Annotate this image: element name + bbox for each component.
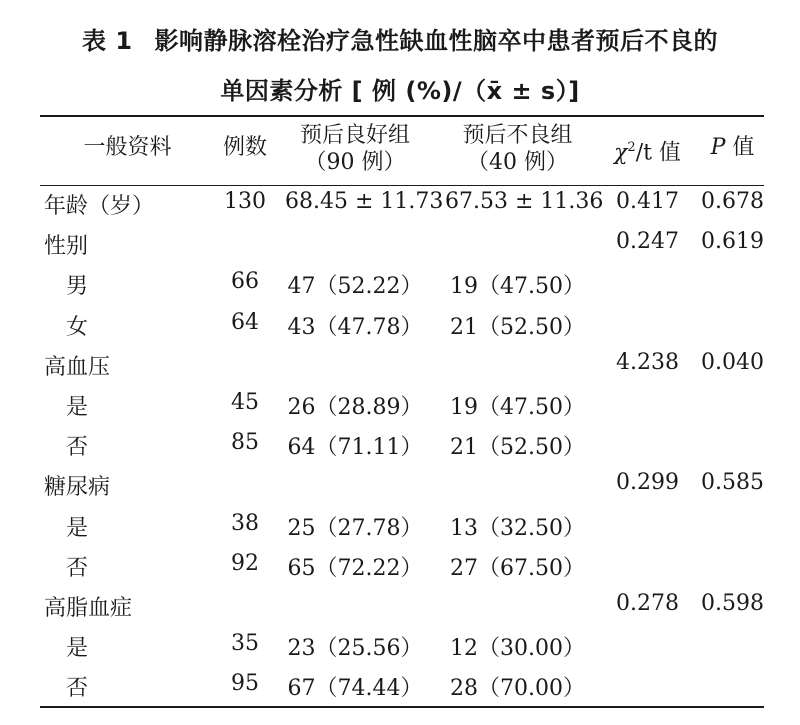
cell-poor-outcome: 21（52.50） (450, 314, 585, 340)
cell-factor: 年龄（岁） (44, 194, 155, 219)
table-row (0, 189, 800, 225)
cell-factor: 否 (66, 555, 89, 581)
cell-factor: 是 (66, 515, 89, 541)
table-row (0, 631, 800, 667)
header-factor: 一般资料 (83, 135, 172, 160)
cell-p-value: 0.678 (701, 189, 764, 214)
cell-count: 130 (224, 189, 266, 214)
table-row (0, 511, 800, 547)
header-p-value (700, 134, 765, 161)
cell-poor-outcome: 19（47.50） (450, 395, 585, 420)
cell-factor: 是 (66, 636, 89, 662)
cell-p-value: 0.619 (701, 229, 764, 255)
cell-poor-outcome: 27（67.50） (450, 555, 585, 581)
cell-good-outcome: 26（28.89） (287, 395, 423, 420)
header-poor-outcome (445, 122, 590, 176)
header-poor-outcome-title: 预后不良组 (462, 123, 573, 148)
cell-good-outcome: 43（47.78） (287, 314, 423, 340)
cell-good-outcome: 65（72.22） (287, 555, 423, 581)
header-statistic-rest: /t 值 (635, 140, 681, 166)
cell-count: 38 (231, 510, 259, 536)
table-caption-line2: 单因素分析 [ 例 (%)/（x̄ ± s）] (220, 77, 580, 105)
table-row (0, 269, 800, 305)
cell-poor-outcome: 19（47.50） (450, 274, 585, 300)
cell-count: 45 (231, 390, 259, 415)
cell-good-outcome: 47（52.22） (287, 274, 423, 300)
top-rule (40, 115, 764, 117)
cell-statistic: 4.238 (616, 349, 679, 375)
cell-factor: 女 (66, 314, 89, 340)
header-poor-outcome-n: （40 例） (467, 150, 568, 175)
table-row (0, 430, 800, 466)
header-statistic (600, 134, 695, 166)
cell-statistic: 0.247 (616, 229, 679, 255)
cell-factor: 高血压 (44, 354, 111, 380)
cell-p-value: 0.598 (701, 591, 764, 616)
cell-statistic: 0.417 (616, 189, 679, 214)
cell-count: 95 (231, 671, 259, 697)
header-p-symbol: P (710, 135, 726, 160)
header-good-outcome-n: （90 例） (304, 150, 406, 175)
table-number: 表 1 (81, 27, 133, 55)
table-row (0, 591, 800, 627)
cell-factor: 是 (66, 395, 89, 420)
cell-poor-outcome: 28（70.00） (450, 676, 585, 702)
cell-count: 64 (231, 309, 259, 335)
cell-count: 92 (231, 550, 259, 576)
table-row (0, 671, 800, 707)
table-row (0, 470, 800, 506)
header-count: 例数 (222, 135, 267, 160)
table-row (0, 310, 800, 346)
cell-poor-outcome: 12（30.00） (450, 636, 585, 662)
table-row (0, 350, 800, 386)
header-rule (40, 185, 764, 186)
cell-count: 66 (231, 269, 259, 295)
cell-factor: 否 (66, 435, 89, 461)
cell-factor: 糖尿病 (44, 475, 111, 501)
table-row (0, 551, 800, 587)
cell-count: 85 (231, 430, 259, 456)
cell-poor-outcome: 67.53 ± 11.36 (445, 189, 604, 214)
table-title: 影响静脉溶栓治疗急性缺血性脑卒中患者预后不良的 (154, 27, 719, 55)
cell-statistic: 0.299 (616, 470, 679, 496)
cell-good-outcome: 23（25.56） (287, 636, 423, 662)
cell-factor: 高脂血症 (44, 596, 133, 621)
cell-good-outcome: 64（71.11） (287, 435, 423, 461)
cell-p-value: 0.585 (701, 470, 764, 496)
header-p-rest: 值 (725, 135, 755, 160)
cell-count: 35 (231, 631, 259, 657)
table-row (0, 390, 800, 426)
cell-poor-outcome: 21（52.50） (450, 435, 585, 461)
cell-poor-outcome: 13（32.50） (450, 515, 585, 541)
cell-factor: 男 (66, 274, 89, 300)
header-statistic-sup: 2 (627, 140, 636, 155)
cell-factor: 性别 (44, 234, 89, 260)
cell-factor: 否 (66, 676, 89, 702)
table-caption-line1 (0, 21, 800, 56)
cell-good-outcome: 25（27.78） (287, 515, 423, 541)
cell-statistic: 0.278 (616, 591, 679, 616)
header-good-outcome (285, 122, 425, 176)
table-row (0, 229, 800, 265)
cell-good-outcome: 67（74.44） (287, 676, 423, 702)
header-good-outcome-title: 预后良好组 (299, 123, 410, 148)
header-statistic-symbol: χ (614, 140, 628, 166)
cell-p-value: 0.040 (701, 349, 764, 375)
cell-good-outcome: 68.45 ± 11.73 (285, 189, 444, 214)
bottom-rule (40, 706, 764, 708)
